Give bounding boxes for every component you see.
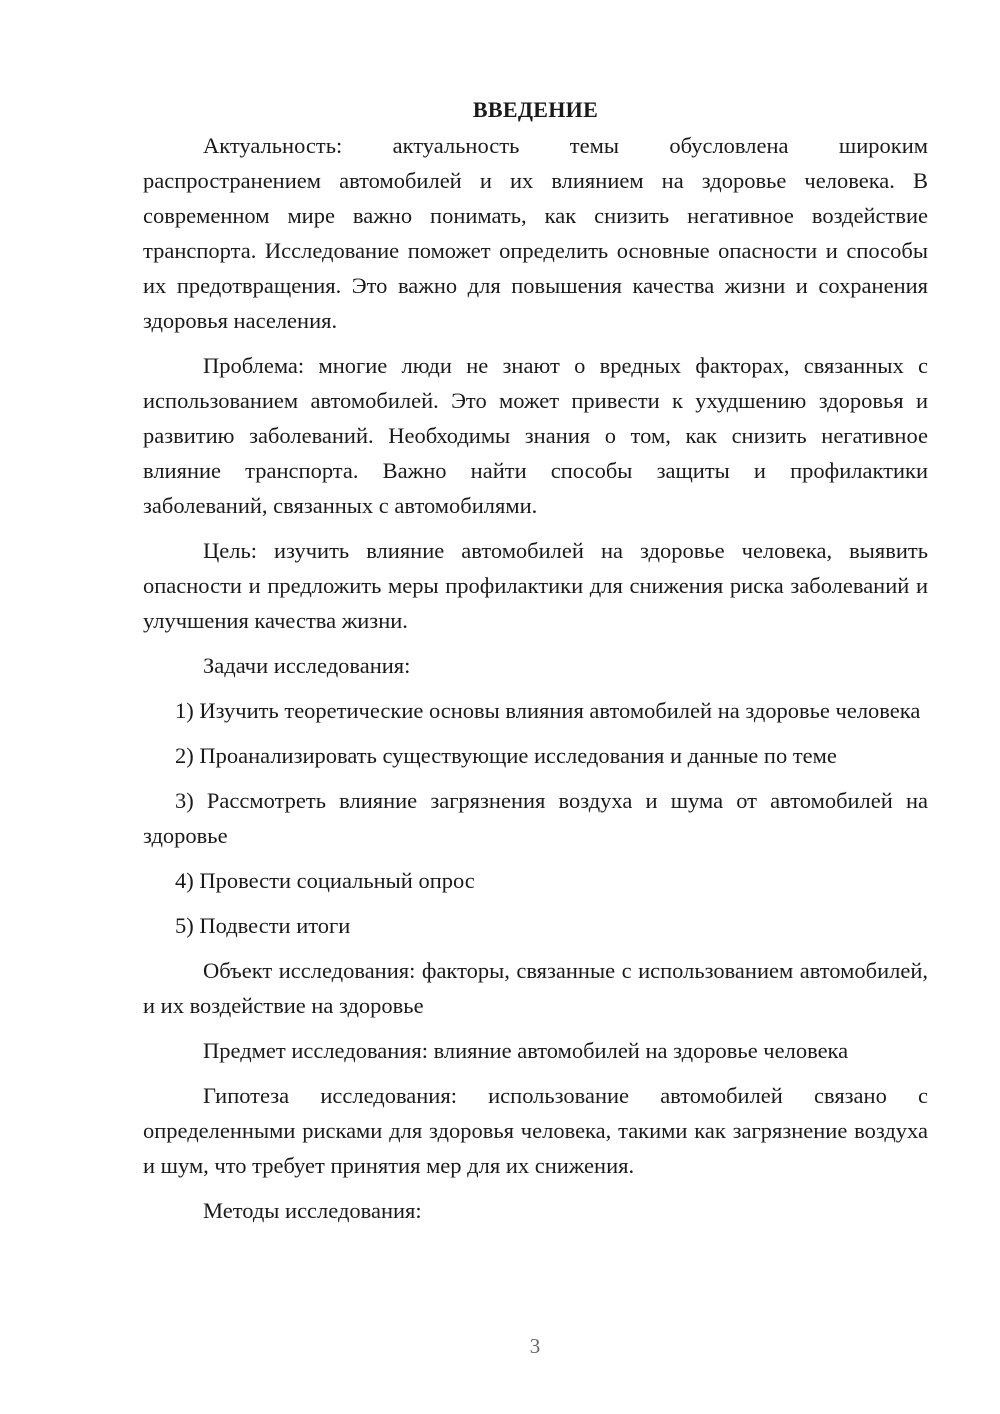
subject-paragraph: Предмет исследования: влияние автомобилей на здоровье человека [203,1038,849,1063]
section-heading: ВВЕДЕНИЕ [472,97,599,122]
task-item-2: 2) Проанализировать существующие исследования и данные по теме [175,743,837,768]
tasks-list [143,693,928,943]
task-item-4: 4) Провести социальный опрос [175,868,475,893]
tasks-title: Задачи исследования: [203,653,411,678]
document-body [143,92,928,1238]
task-item-3: 3) Рассмотреть влияние загрязнения воздуха и шума от автомобилей на здоровье [143,788,928,848]
problem-paragraph: Проблема: многие люди не знают о вредных факторах, связанных с использованием автомобилей. Это может привести к ухудшению здоровья и развитию заболеваний. Необходимы знания о том, как снизить негативное влияние транспорта. Важно найти способы защиты и профилактики заболеваний, связанных с автомобилями. [143,353,928,518]
object-paragraph: Объект исследования: факторы, связанные с использованием автомобилей, и их воздействие на здоровье [143,958,928,1018]
task-item-1: 1) Изучить теоретические основы влияния автомобилей на здоровье человека [175,698,921,723]
task-item-5: 5) Подвести итоги [175,913,351,938]
methods-title: Методы исследования: [203,1198,422,1223]
hypothesis-paragraph: Гипотеза исследования: использование автомобилей связано с определенными рисками для здоровья человека, такими как загрязнение воздуха и шум, что требует принятия мер для их снижения. [143,1083,928,1178]
goal-paragraph: Цель: изучить влияние автомобилей на здоровье человека, выявить опасности и предложить меры профилактики для снижения риска заболеваний и улучшения качества жизни. [143,538,928,633]
relevance-paragraph: Актуальность: актуальность темы обусловлена широким распространением автомобилей и их влиянием на здоровье человека. В современном мире важно понимать, как снизить негативное воздействие транспорта. Исследование поможет определить основные опасности и способы их предотвращения. Это важно для повышения качества жизни и сохранения здоровья населения. [143,133,928,333]
page-number: 3 [529,1334,541,1358]
